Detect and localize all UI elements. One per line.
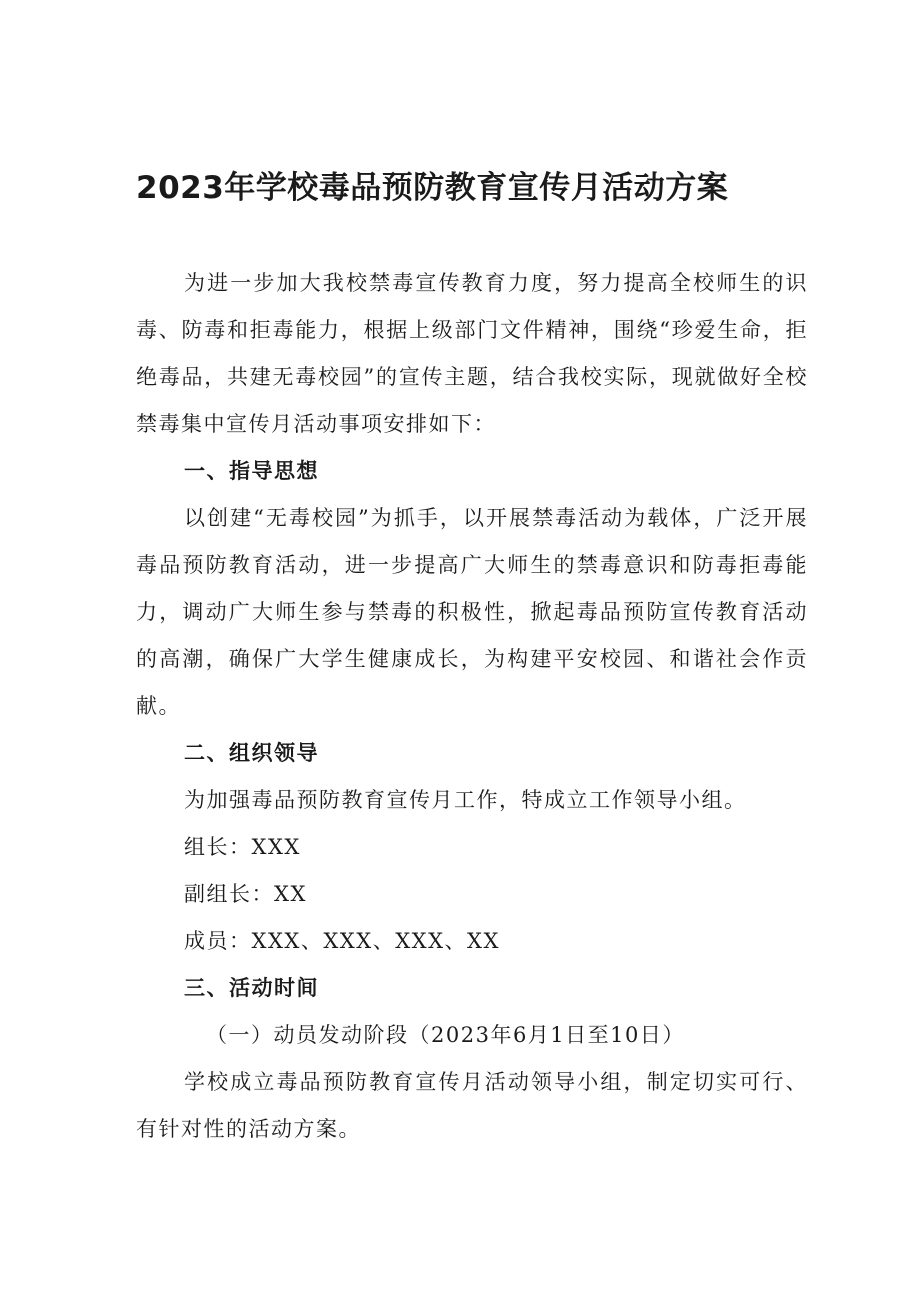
organization-paragraph: 为加强毒品预防教育宣传月工作，特成立工作领导小组。 bbox=[184, 788, 747, 812]
members-line: 成员：XXX、XXX、XXX、XX bbox=[184, 929, 500, 953]
guiding-ideology-paragraph: 以创建“无毒校园”为抓手，以开展禁毒活动为载体，广泛开展毒品预防教育活动，进一步提高广大师生的禁毒意识和防毒拒毒能力，调动广大师生参与禁毒的积极性，掀起毒品预防宣传教育活动的高潮，确保广大学生健康成长，为构建平安校园、和谐社会作贡献。 bbox=[136, 506, 808, 718]
section-heading-organization: 二、组织领导 bbox=[184, 741, 319, 765]
section-heading-activity-time: 三、活动时间 bbox=[184, 976, 319, 1000]
leader-line: 组长：XXX bbox=[184, 835, 301, 859]
phase-one-heading: （一）动员发动阶段（2023年6月1日至10日） bbox=[206, 1023, 685, 1047]
phase-one-paragraph: 学校成立毒品预防教育宣传月活动领导小组，制定切实可行、有针对性的活动方案。 bbox=[136, 1070, 808, 1141]
section-heading-guiding-ideology: 一、指导思想 bbox=[184, 459, 319, 483]
deputy-leader-line: 副组长：XX bbox=[184, 882, 307, 906]
document-body bbox=[136, 260, 808, 1153]
intro-paragraph: 为进一步加大我校禁毒宣传教育力度，努力提高全校师生的识毒、防毒和拒毒能力，根据上级部门文件精神，围绕“珍爱生命，拒绝毒品，共建无毒校园”的宣传主题，结合我校实际，现就做好全校禁毒集中宣传月活动事项安排如下： bbox=[136, 271, 808, 436]
document-title: 2023年学校毒品预防教育宣传月活动方案 bbox=[136, 170, 729, 206]
